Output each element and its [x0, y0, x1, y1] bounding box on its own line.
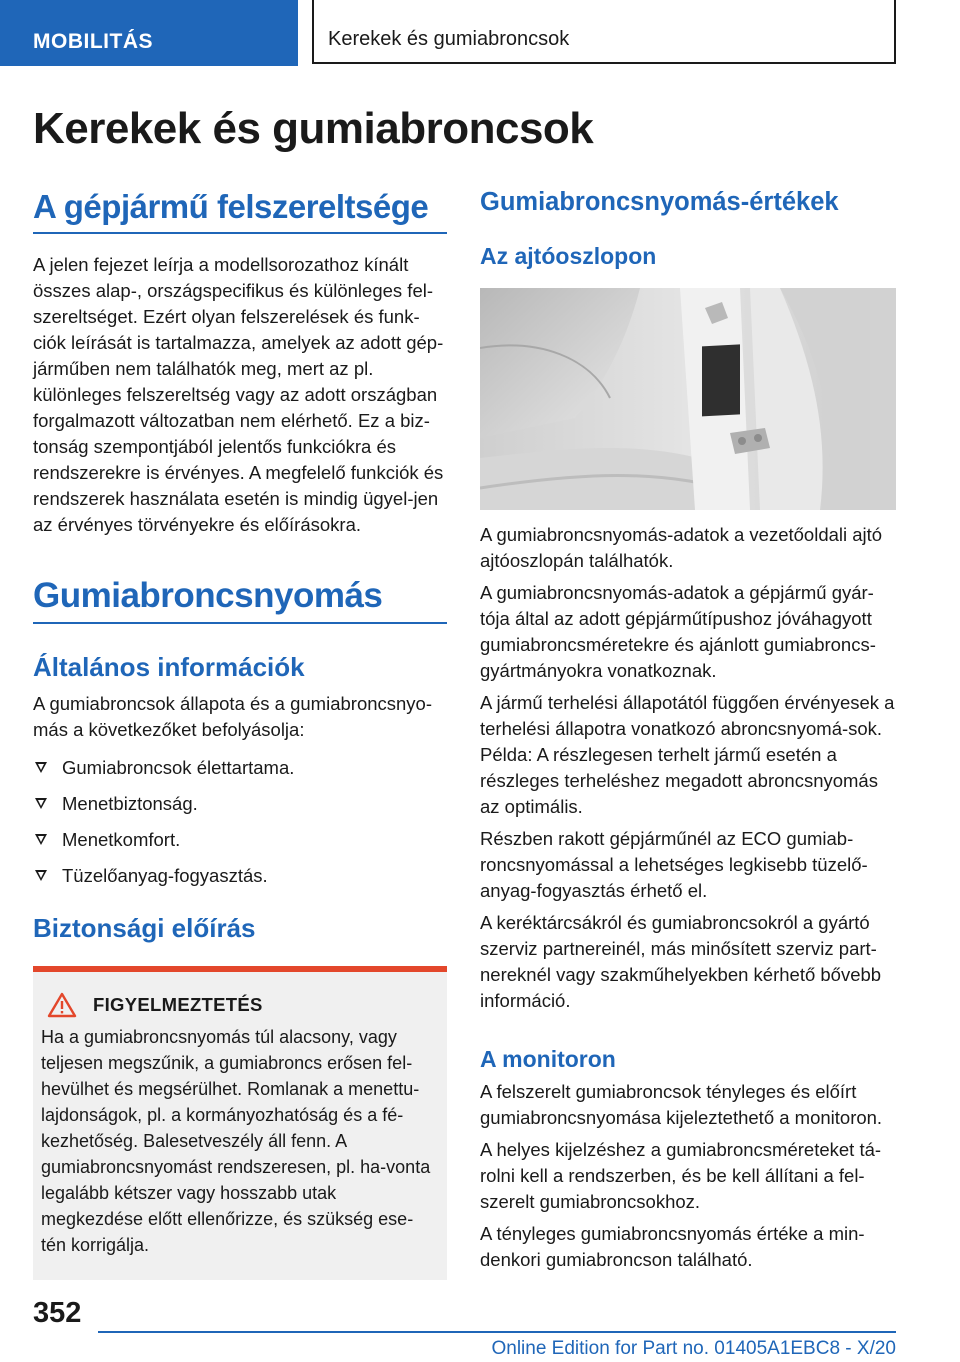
heading-equipment: A gépjármű felszereltsége: [33, 188, 447, 234]
right-column: [480, 188, 896, 1273]
heading-monitor: A monitoron: [480, 1046, 616, 1072]
warning-triangle-icon: [47, 992, 77, 1018]
section-tab: MOBILITÁS: [0, 0, 298, 66]
door-pillar-photo: [480, 288, 896, 510]
triangle-bullet-icon: [35, 798, 47, 809]
pillar-paragraph: A jármű terhelési állapotától függően érvényesek a terhelési állapotra vonatkozó abroncsnyomá-sok. Példa: A részlegesen terhelt jármű esetén a részleges terheléshez megadott abroncsnyomás az optimális.: [480, 692, 895, 817]
triangle-bullet-icon: [35, 870, 47, 881]
page-title: Kerekek és gumiabroncsok: [33, 104, 594, 153]
heading-safety: Biztonsági előírás: [33, 913, 256, 943]
pillar-paragraph: Részben rakott gépjárműnél az ECO gumiab-roncsnyomással a lehetséges legkisebb tüzelő-anyag-fogyasztás érhető el.: [480, 828, 868, 901]
warning-title: FIGYELMEZTETÉS: [93, 994, 263, 1015]
page-header: [0, 0, 960, 66]
door-pillar-image: [480, 288, 896, 510]
left-column: [33, 188, 447, 1280]
warning-header: [41, 992, 435, 1018]
pillar-paragraph: A keréktárcsákról és gumiabroncsokról a gyártó szerviz partnereinél, más minősített szerviz part-nereknél vagy szakműhelyekben kérhető bővebb információ.: [480, 912, 882, 1011]
monitor-text: [480, 1079, 896, 1273]
influence-list: [33, 755, 447, 889]
list-item: Menetkomfort.: [33, 827, 447, 853]
pillar-paragraph: A gumiabroncsnyomás-adatok a vezetőoldali ajtó ajtóoszlopán találhatók.: [480, 524, 883, 571]
triangle-bullet-icon: [35, 834, 47, 845]
list-item: Gumiabroncsok élettartama.: [33, 755, 447, 781]
general-intro: A gumiabroncsok állapota és a gumiabroncsnyo-más a következőket befolyásolja:: [33, 693, 433, 740]
equipment-body: A jelen fejezet leírja a modellsorozathoz kínált összes alap-, országspecifikus és különleges fel-szereltséget. Ezért olyan felszerelések és funk-ciók leírását is tartalmazza, amelyek az adott gép-járműben nem találhatók meg, mert az pl. különleges felszereltség vagy az adott országban forgalmazott változatban nem elérhető. Ez a biz-tonság szempontjából jelentős funkciókra és rendszerekre is érvényes. A megfelelő funkciók és rendszerek használata esetén is mindig ügyel-jen az érvényes törvényekre és előírásokra.: [33, 254, 444, 535]
chapter-tab: Kerekek és gumiabroncsok: [312, 0, 896, 64]
heading-tire-pressure: Gumiabroncsnyomás: [33, 576, 447, 624]
monitor-paragraph: A tényleges gumiabroncsnyomás értéke a min-denkori gumiabroncson található.: [480, 1223, 865, 1270]
pillar-text: [480, 522, 896, 1014]
monitor-paragraph: A helyes kijelzéshez a gumiabroncsméreteket tá-rolni kell a rendszerben, és be kell állítani a fel-szerelt gumiabroncsokhoz.: [480, 1139, 882, 1212]
heading-general-info: Általános információk: [33, 652, 305, 682]
monitor-paragraph: A felszerelt gumiabroncsok tényleges és előírt gumiabroncsnyomása kijeleztethető a monitoron.: [480, 1081, 883, 1128]
footer-edition: Online Edition for Part no. 01405A1EBC8 - X/20: [491, 1338, 896, 1359]
triangle-bullet-icon: [35, 762, 47, 773]
warning-box: [33, 966, 447, 1280]
heading-door-pillar: Az ajtóoszlopon: [480, 243, 657, 269]
page-number: 352: [33, 1297, 82, 1329]
heading-pressure-values: Gumiabroncsnyomás-értékek: [480, 188, 839, 216]
pillar-paragraph: A gumiabroncsnyomás-adatok a gépjármű gyár-tója által az adott gépjárműtípushoz jóváhagyott gumiabroncsméretekre és ajánlott gumiabroncs-gyártmányokra vonatkoznak.: [480, 582, 876, 681]
list-item: Tüzelőanyag-fogyasztás.: [33, 863, 447, 889]
footer-rule: [98, 1331, 896, 1333]
warning-body: Ha a gumiabroncsnyomás túl alacsony, vagy teljesen megszűnik, a gumiabroncs erősen fel-hevülhet és megsérülhet. Romlanak a menettu-lajdonságok, pl. a kormányozhatóság és a fé-kezhetőség. Balesetveszély áll fenn. A gumiabroncsnyomást rendszeresen, pl. ha-vonta legalább kétszer vagy hosszabb utak megkezdése előtt ellenőrizze, és szükség ese-tén korrigálja.: [41, 1027, 431, 1255]
list-item: Menetbiztonság.: [33, 791, 447, 817]
